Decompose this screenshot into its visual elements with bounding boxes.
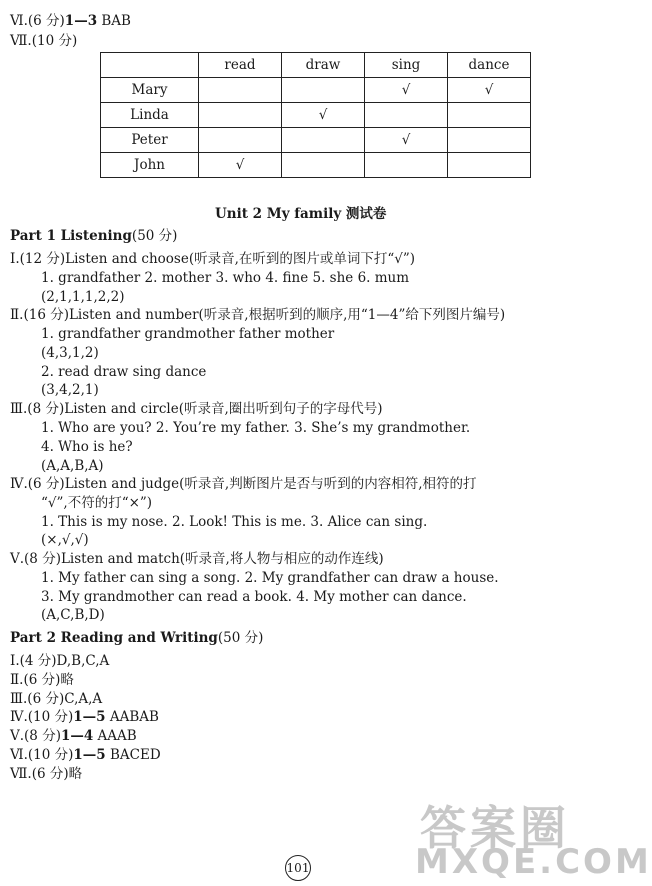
table-cell [199, 128, 282, 153]
question-line: Ⅳ.(6 分)Listen and judge(听录音,判断图片是否与听到的内容相符,相符的打 [10, 476, 477, 492]
answer-line: 1. grandfather 2. mother 3. who 4. fine 5. she 6. mum [41, 270, 410, 286]
answer-line: Ⅴ.(8 分)1—4 AAAB [10, 728, 137, 744]
activity-table [100, 52, 531, 178]
unit-title: Unit 2 My family 测试卷 [215, 206, 387, 222]
table-row [101, 128, 531, 153]
answer-line: 1. This is my nose. 2. Look! This is me. 3. Alice can sing. [41, 514, 428, 530]
table-cell: √ [282, 103, 365, 128]
answer-line: Ⅶ.(6 分)略 [10, 766, 83, 782]
answer-line-6: Ⅵ.(6 分)1—3 BAB [10, 13, 131, 29]
table-header-row [101, 53, 531, 78]
question-line: Ⅱ.(16 分)Listen and number(听录音,根据听到的顺序,用“1—4”给下列图片编号) [10, 307, 506, 323]
answer-line: 2. read draw sing dance [41, 364, 207, 380]
answer-line: (×,√,√) [41, 532, 89, 548]
watermark-url: MXQE.COM [415, 842, 652, 882]
page-number: 101 [285, 855, 311, 881]
table-cell [365, 153, 448, 178]
table-cell [448, 103, 531, 128]
table-row [101, 78, 531, 103]
table-header-cell [101, 53, 199, 78]
answer-line: (2,1,1,1,2,2) [41, 289, 125, 305]
answer-line: 1. My father can sing a song. 2. My grandfather can draw a house. [41, 570, 499, 586]
watermark-logo: 答案圈 [420, 801, 570, 855]
table-cell: √ [199, 153, 282, 178]
table-cell [282, 78, 365, 103]
row-name: Mary [101, 78, 199, 103]
answer-line-7: Ⅶ.(10 分) [10, 33, 78, 49]
question-line: Ⅰ.(12 分)Listen and choose(听录音,在听到的图片或单词下打“√”) [10, 251, 416, 267]
table-cell: √ [448, 78, 531, 103]
row-name: Peter [101, 128, 199, 153]
row-name: Linda [101, 103, 199, 128]
table-cell [365, 103, 448, 128]
answer-line: 4. Who is he? [41, 439, 133, 455]
table-header-cell: read [199, 53, 282, 78]
answer-line: 3. My grandmother can read a book. 4. My mother can dance. [41, 589, 467, 605]
question-line: Ⅲ.(8 分)Listen and circle(听录音,圈出听到句子的字母代号) [10, 401, 383, 417]
part2-heading: Part 2 Reading and Writing(50 分) [10, 630, 264, 646]
answer-line: (4,3,1,2) [41, 345, 99, 361]
answer-line: (A,A,B,A) [41, 458, 104, 474]
table-cell [199, 103, 282, 128]
table-cell [282, 128, 365, 153]
table-header-cell: draw [282, 53, 365, 78]
table-cell: √ [365, 78, 448, 103]
table-cell: √ [365, 128, 448, 153]
answer-line: 1. Who are you? 2. You’re my father. 3. She’s my grandmother. [41, 420, 471, 436]
answer-line: Ⅳ.(10 分)1—5 AABAB [10, 709, 159, 725]
answer-line: Ⅱ.(6 分)略 [10, 672, 74, 688]
question-line: Ⅴ.(8 分)Listen and match(听录音,将人物与相应的动作连线) [10, 551, 384, 567]
table-row [101, 103, 531, 128]
answer-line: Ⅵ.(10 分)1—5 BACED [10, 747, 161, 763]
table-header-cell: sing [365, 53, 448, 78]
table-cell [282, 153, 365, 178]
question-line: “√”,不符的打“×”) [41, 495, 153, 511]
part1-heading: Part 1 Listening(50 分) [10, 228, 178, 244]
table-cell [448, 153, 531, 178]
table-cell [199, 78, 282, 103]
answer-line: Ⅲ.(6 分)C,A,A [10, 691, 103, 707]
answer-line: Ⅰ.(4 分)D,B,C,A [10, 653, 110, 669]
table-cell [448, 128, 531, 153]
answer-line: (A,C,B,D) [41, 607, 105, 623]
table-row [101, 153, 531, 178]
row-name: John [101, 153, 199, 178]
answer-line: (3,4,2,1) [41, 382, 99, 398]
table-header-cell: dance [448, 53, 531, 78]
answer-line: 1. grandfather grandmother father mother [41, 326, 335, 342]
